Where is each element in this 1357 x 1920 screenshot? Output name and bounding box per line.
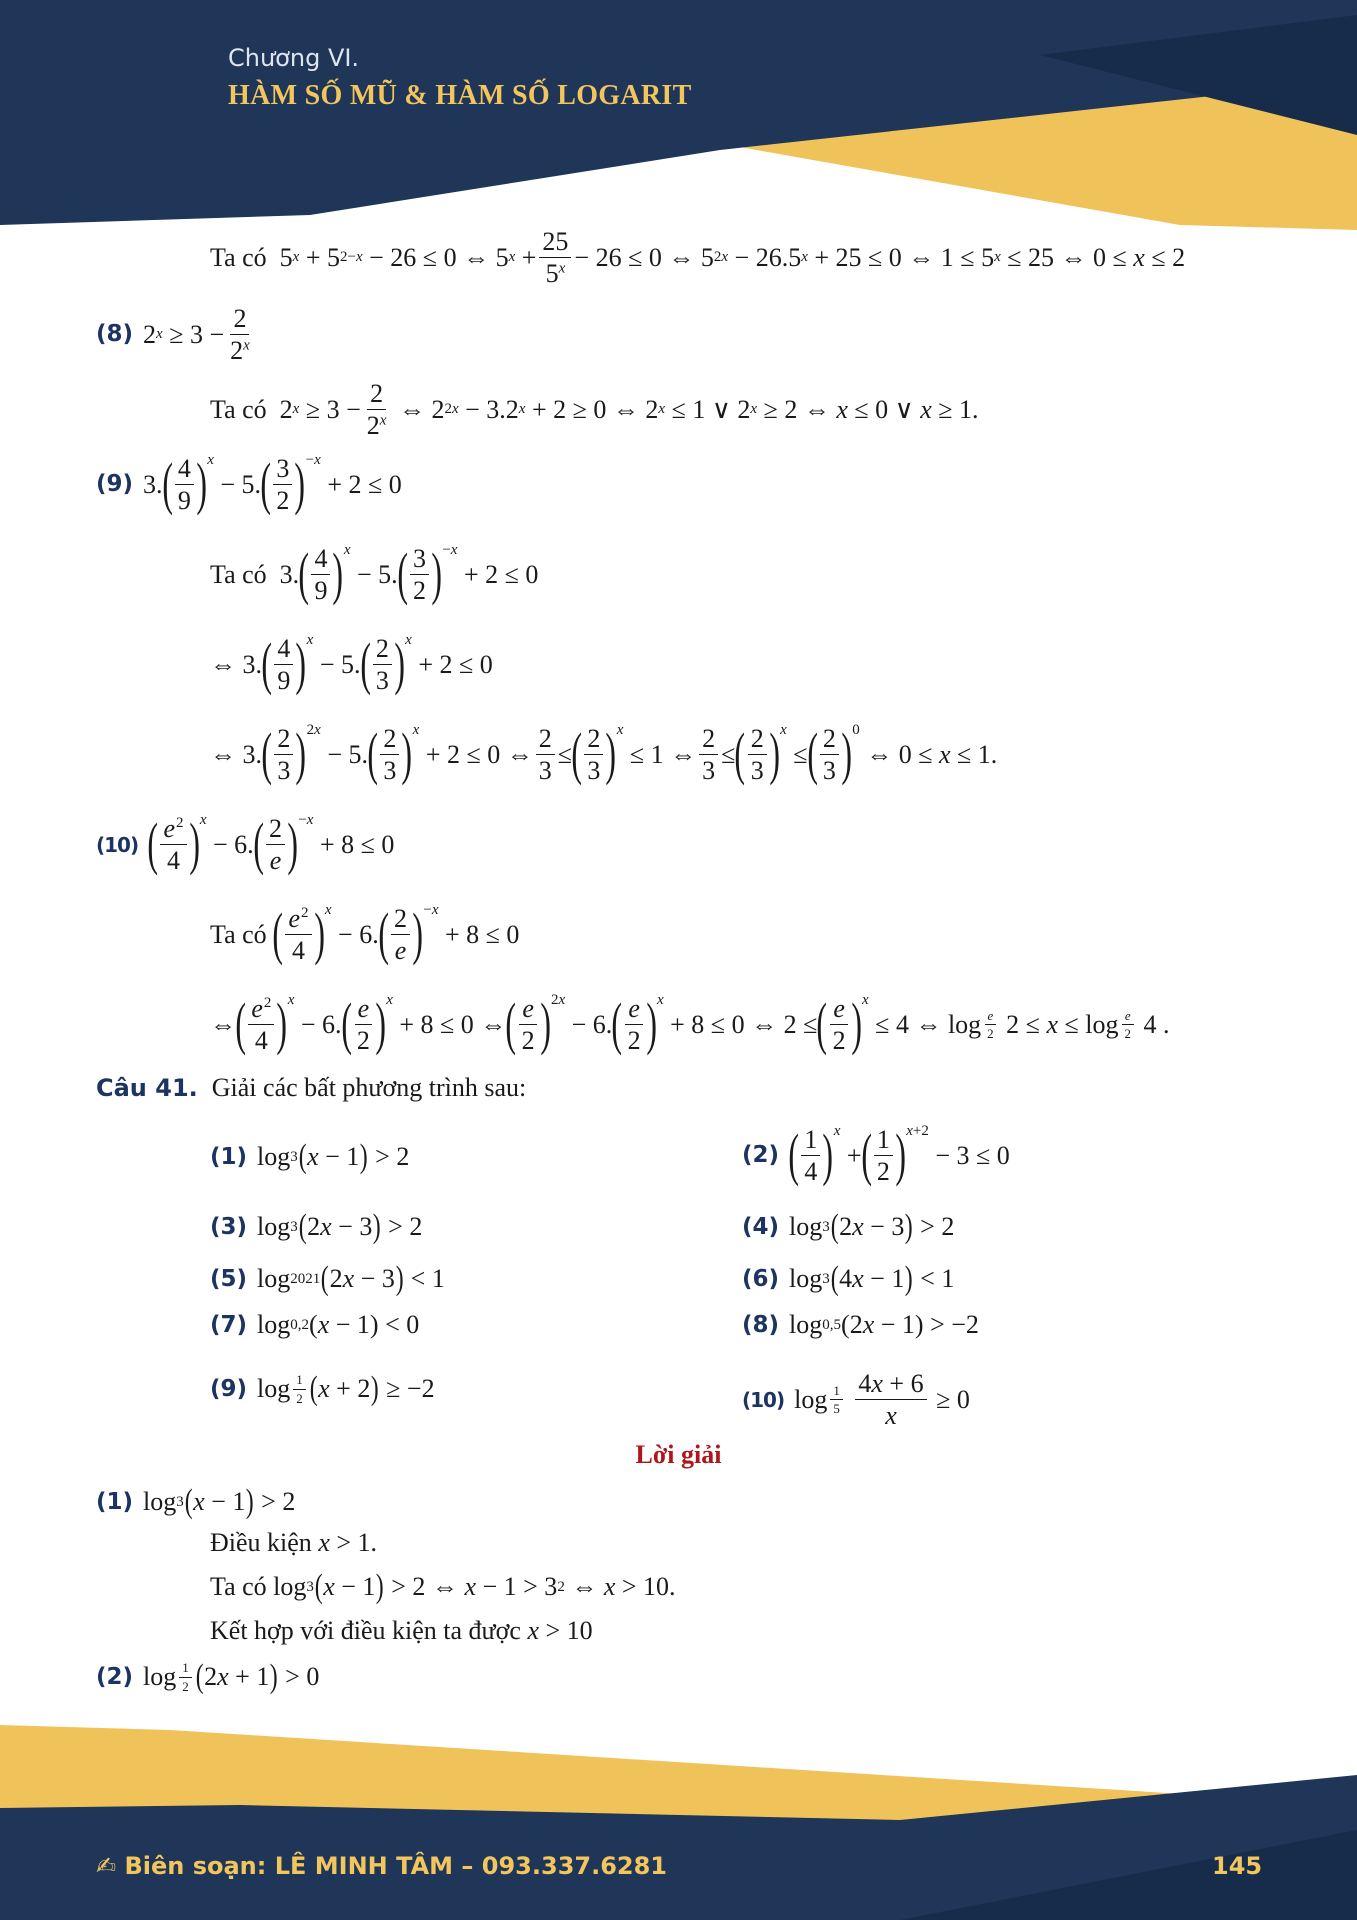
solution-9-b: ⇔ 3. ( 4 9 ) $^x$ − 5. ( 2 3 ) $^x$ + 2 ≤ 0 [210,631,493,696]
item-1: (1) log 3 ( x − 1 ) > 2 [210,1138,410,1175]
item-4: (4) log 3 ( 2 x − 3 ) > 2 [742,1208,955,1245]
problem-label: (8) [96,321,134,348]
solution-2-header: (2) log $\frac{1}{2}$ ( 2 x + 1 ) > 0 [96,1658,320,1695]
problem-10: (10) ( $e^2$ 4 ) $^x$ − 6. ( 2 e ) $^{-x}$ + 8 ≤ 0 [96,811,395,876]
solution-10-a: Ta có ( $e^2$ 4 ) $^x$ − 6. ( 2 e ) $^{-x}$ + 8 ≤ 0 [210,901,520,966]
solution-line-7: Ta có 5 x + 5 2−x − 26 ≤ 0 ⇔ 5 x + 25 5$^x$ − 26 ≤ 0 ⇔ 5 2x − 26.5 x + 25 ≤ 0 ⇔ 1 ≤ 5 x ≤ 25 ⇔ 0 ≤ x ≤ 2 [210,227,1186,289]
chapter-label: Chương VI. [228,44,360,72]
solution-heading: Lời giải [635,1440,722,1469]
solution-1-conclusion: Kết hợp với điều kiện ta được x > 10 [210,1616,593,1645]
solution-10-b: ⇔ ( $e^2$ 4 ) $^x$ − 6. ( e 2 ) $^x$ + 8 ≤ 0 ⇔ ( e 2 ) $^{2x}$ − 6. ( e 2 ) $^x$ + 8 ≤ 0 ⇔ 2 ≤ ( e 2 ) $^x$ ≤ 4 ⇔ log $\frac{e}{2}$ 2 ≤ x ≤ log $\frac{e}{2}$ 4 . [210,991,1170,1056]
item-6: (6) log 3 ( 4 x − 1 ) < 1 [742,1260,955,1297]
ta-co-text: Ta có [210,242,267,272]
problem-9: (9) 3. ( 4 9 ) $^x$ − 5. ( 3 2 ) $^{-x}$ + 2 ≤ 0 [96,451,402,516]
item-9: (9) log $\frac{1}{2}$ ( x + 2 ) ≥ −2 [210,1370,435,1407]
solution-1-step: Ta có log 3 ( x − 1 ) > 2 ⇔ x − 1 > 3 2 ⇔ x > 10. [210,1568,676,1605]
item-7: (7) log 0,2 ( x − 1) < 0 [210,1310,420,1339]
item-10: (10) log $\frac{1}{5}$ 4x + 6 x ≥ 0 [742,1369,970,1431]
problem-8: (8) 2 x ≥ 3 − 2 2$^x$ [96,304,250,366]
solution-1-header: (1) log 3 ( x − 1 ) > 2 [96,1483,296,1520]
page-number: 145 [1212,1852,1263,1880]
solution-9-c: ⇔ 3. ( 2 3 ) $^{2x}$ − 5. ( 2 3 ) $^x$ + 2 ≤ 0 ⇔ 2 3 ≤ ( 2 3 ) $^x$ ≤ 1 ⇔ 2 3 ≤ ( 2 3 ) $^x$ ≤ ( 2 3 ) $^0$ ⇔ 0 ≤ x ≤ 1. [210,721,998,786]
item-2: (2) ( 1 4 ) $^x$ + ( 1 2 ) $^{x +2}$ − 3 ≤ 0 [742,1122,1010,1187]
solution-1-condition: Điều kiện x > 1. [210,1528,378,1557]
chapter-title: HÀM SỐ MŨ & HÀM SỐ LOGARIT [228,80,692,111]
solution-9-a: Ta có 3. ( 4 9 ) $^x$ − 5. ( 3 2 ) $^{-x}$ + 2 ≤ 0 [210,541,539,606]
item-8: (8) log 0,5 (2 x − 1) > −2 [742,1310,979,1339]
question-prompt: Giải các bất phương trình sau: [211,1073,527,1102]
solution-8: Ta có 2 x ≥ 3 − 2 2$^x$ ⇔ 2 2x − 3.2 x + 2 ≥ 0 ⇔ 2 x ≤ 1 ∨ 2 x ≥ 2 ⇔ x ≤ 0 ∨ x ≥ 1. [210,379,979,441]
item-5: (5) log 2021 ( 2 x − 3 ) < 1 [210,1260,445,1297]
item-3: (3) log 3 ( 2 x − 3 ) > 2 [210,1208,423,1245]
footer-author: ✍ Biên soạn: LÊ MINH TÂM – 093.337.6281 [96,1852,667,1880]
question-41 [96,1075,526,1101]
question-label: Câu 41. [96,1074,198,1102]
